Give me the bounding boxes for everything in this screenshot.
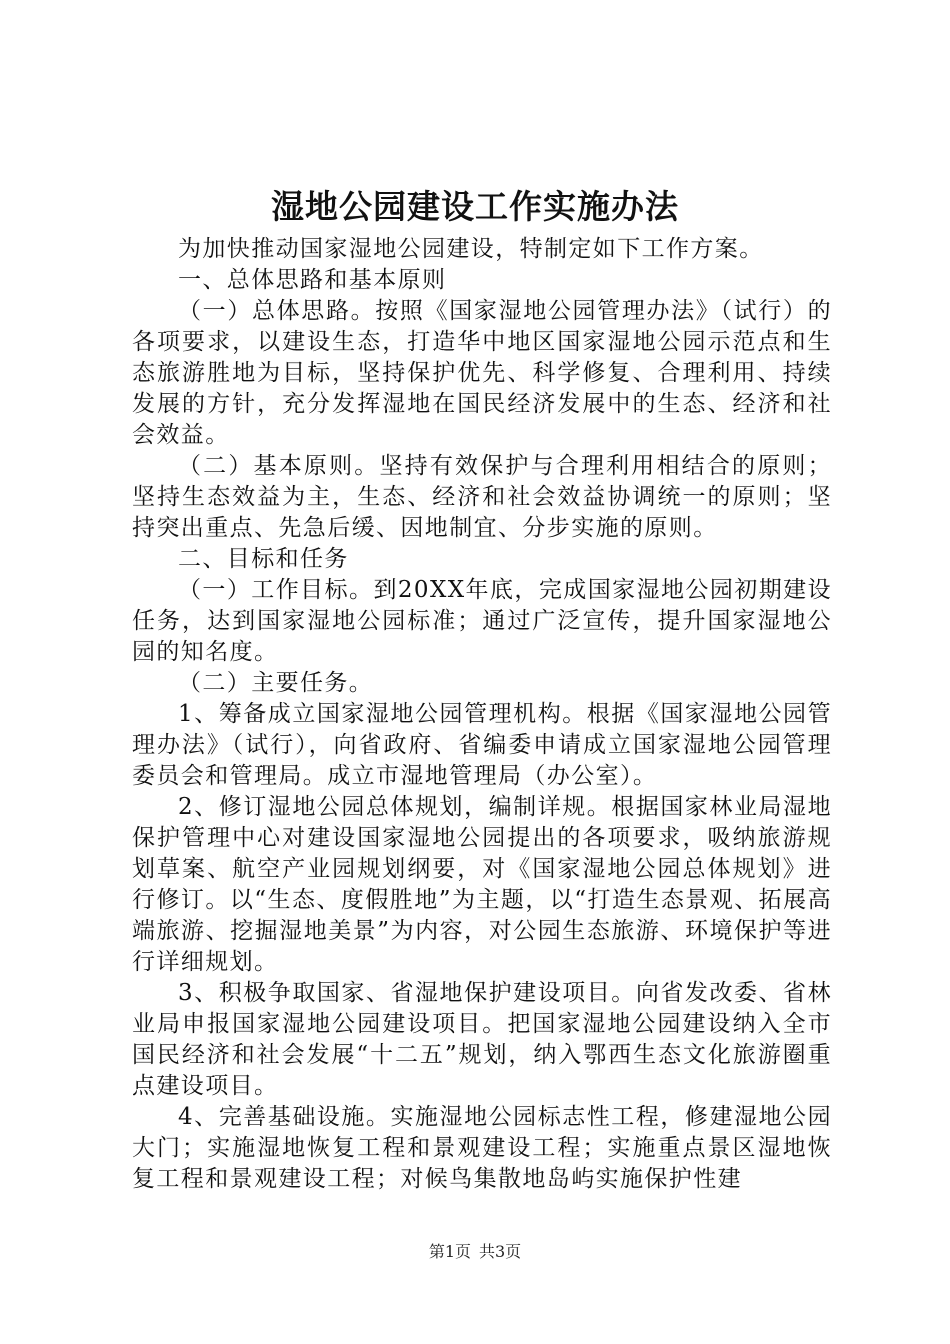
paragraph: （一）工作目标。到20XX年底，完成国家湿地公园初期建设任务，达到国家湿地公园标准；通过广泛宣传，提升国家湿地公园的知名度。 [132,577,832,665]
list-item: 3、积极争取国家、省湿地保护建设项目。向省发改委、省林业局申报国家湿地公园建设项目。把国家湿地公园建设纳入全市国民经济和社会发展“十二五”规划，纳入鄂西生态文化旅游圈重点建设项目。 [132,980,832,1099]
page-number: 第1页 [428,1242,471,1261]
document-body [132,234,832,1195]
list-item: 1、筹备成立国家湿地公园管理机构。根据《国家湿地公园管理办法》（试行），向省政府、省编委申请成立国家湿地公园管理委员会和管理局。成立市湿地管理局（办公室）。 [132,701,832,789]
section-heading: 一、总体思路和基本原则 [178,267,447,293]
paragraph: （一）总体思路。按照《国家湿地公园管理办法》（试行）的各项要求，以建设生态，打造华中地区国家湿地公园示范点和生态旅游胜地为目标，坚持保护优先、科学修复、合理利用、持续发展的方针，充分发挥湿地在国民经济发展中的生态、经济和社会效益。 [132,298,832,448]
page-footer [0,1241,950,1263]
document-title: 湿地公园建设工作实施办法 [271,187,679,226]
intro-paragraph: 为加快推动国家湿地公园建设，特制定如下工作方案。 [178,236,764,262]
paragraph: （二）基本原则。坚持有效保护与合理利用相结合的原则；坚持生态效益为主，生态、经济和社会效益协调统一的原则；坚持突出重点、先急后缓、因地制宜、分步实施的原则。 [132,453,832,541]
list-item: 4、完善基础设施。实施湿地公园标志性工程，修建湿地公园大门；实施湿地恢复工程和景观建设工程；实施重点景区湿地恢复工程和景观建设工程；对候鸟集散地岛屿实施保护性建 [132,1104,832,1192]
list-item: 2、修订湿地公园总体规划，编制详规。根据国家林业局湿地保护管理中心对建设国家湿地公园提出的各项要求，吸纳旅游规划草案、航空产业园规划纲要，对《国家湿地公园总体规划》进行修订。以“生态、度假胜地”为主题，以“打造生态景观、拓展高端旅游、挖掘湿地美景”为内容，对公园生态旅游、环境保护等进行详细规划。 [132,794,832,975]
page-count: 共3页 [479,1242,522,1261]
subsection-heading: （二）主要任务。 [178,670,374,696]
section-heading: 二、目标和任务 [178,546,349,572]
